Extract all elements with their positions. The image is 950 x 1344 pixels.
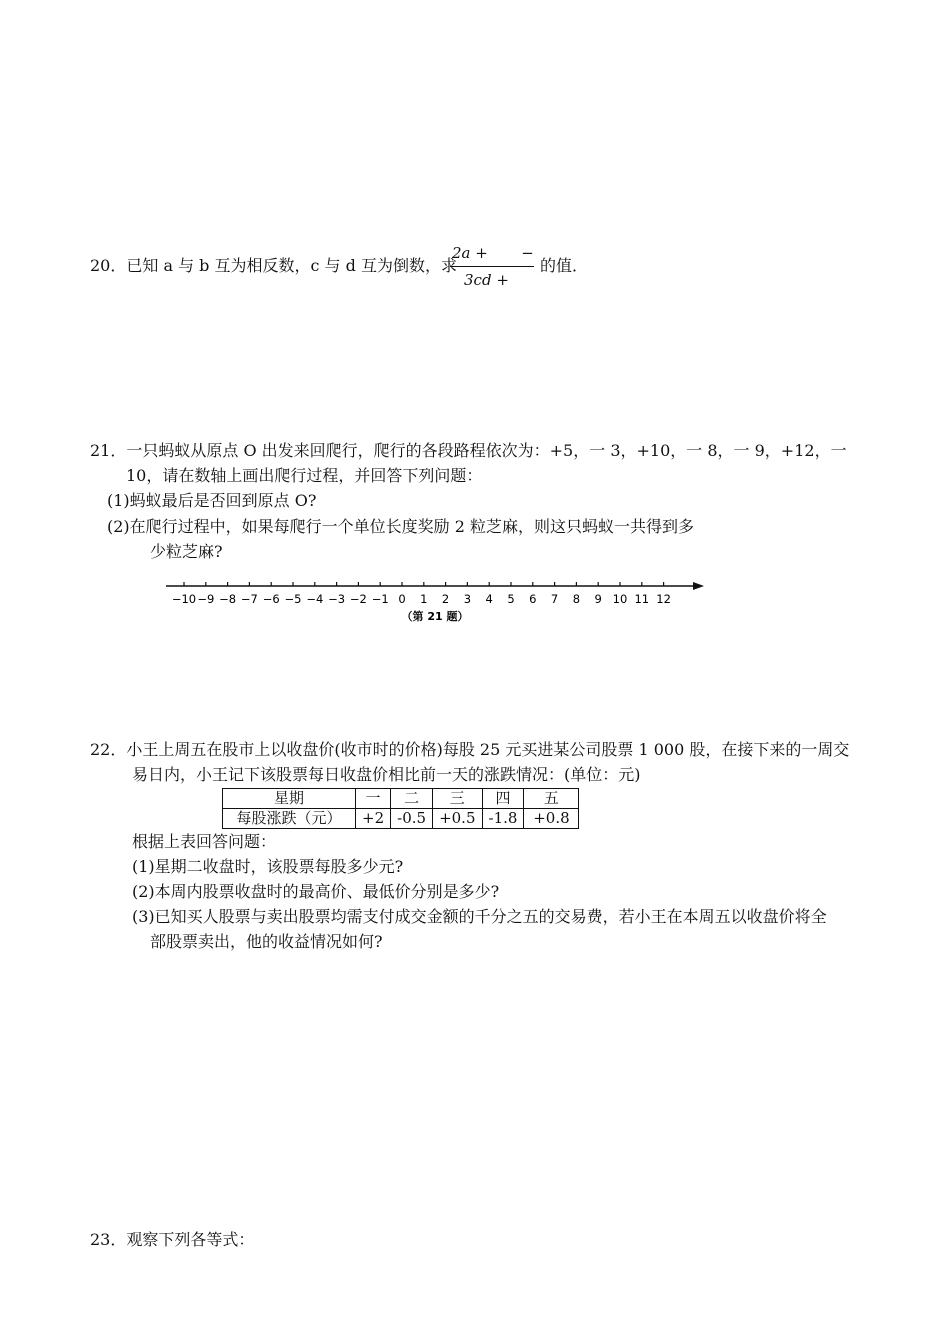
number-line-tick-label: −5 bbox=[284, 592, 302, 606]
number-line-tick-label: 11 bbox=[634, 592, 650, 606]
table-header-cell: 三 bbox=[433, 789, 482, 809]
q22-sub3-line1: (3)已知买人股票与卖出股票均需支付成交金额的千分之五的交易费，若小王在本周五以收盘价将全 bbox=[132, 907, 827, 926]
number-line-tick-label: −6 bbox=[262, 592, 280, 606]
q21-line1: 21．一只蚂蚁从原点 O 出发来回爬行，爬行的各段路程依次为：+5，一 3，+10，一 8，一 9，+12，一 bbox=[90, 441, 847, 460]
table-cell: -0.5 bbox=[391, 809, 433, 829]
q21-sub1: (1)蚂蚁最后是否回到原点 O? bbox=[107, 491, 317, 510]
number-line-tick-label: −1 bbox=[371, 592, 389, 606]
number-line-tick-label: 3 bbox=[463, 592, 472, 606]
q22-intro: 根据上表回答问题： bbox=[132, 832, 277, 851]
number-line-tick-label: 4 bbox=[485, 592, 493, 606]
q22-line1: 22．小王上周五在股市上以收盘价(收市时的价格)每股 25 元买进某公司股票 1 000 股，在接下来的一周交 bbox=[90, 740, 850, 759]
table-cell: +2 bbox=[356, 809, 391, 829]
number-line-tick-label: −3 bbox=[328, 592, 346, 606]
number-line-tick-label: 2 bbox=[441, 592, 450, 606]
q21-sub2-line1: (2)在爬行过程中，如果每爬行一个单位长度奖励 2 粒芝麻，则这只蚂蚁一共得到多 bbox=[107, 517, 695, 536]
number-line-tick-label: 9 bbox=[594, 592, 602, 606]
q21-line2: 10，请在数轴上画出爬行过程，并回答下列问题： bbox=[126, 466, 483, 485]
q22-sub1: (1)星期二收盘时，该股票每股多少元? bbox=[132, 857, 404, 876]
number-line-tick-label: −10 bbox=[171, 592, 197, 606]
number-line-tick-label: −9 bbox=[197, 592, 215, 606]
table-cell: +0.5 bbox=[433, 809, 482, 829]
table-header-cell: 一 bbox=[356, 789, 391, 809]
table-cell: -1.8 bbox=[482, 809, 524, 829]
number-line-tick-label: 7 bbox=[550, 592, 559, 606]
number-line-tick-label: 10 bbox=[612, 592, 628, 606]
table-row bbox=[223, 809, 579, 829]
number-line-tick-label: 6 bbox=[529, 592, 537, 606]
number-line-tick-label: −7 bbox=[240, 592, 258, 606]
stock-change-table bbox=[222, 788, 579, 829]
q23-line1: 23．观察下列各等式： bbox=[90, 1230, 255, 1249]
table-header-cell: 五 bbox=[524, 789, 579, 809]
q20-fraction bbox=[450, 244, 538, 288]
number-line-tick-label: 8 bbox=[572, 592, 581, 606]
number-line-tick-label: 12 bbox=[656, 592, 671, 606]
q22-line2: 易日内，小王记下该股票每日收盘价相比前一天的涨跌情况：(单位：元) bbox=[132, 765, 641, 784]
number-line-labels bbox=[172, 592, 671, 606]
number-line-tick-label: −8 bbox=[219, 592, 237, 606]
number-line-tick-label: −2 bbox=[349, 592, 367, 606]
q21-sub2-line2: 少粒芝麻? bbox=[150, 542, 223, 561]
table-header-row bbox=[223, 789, 579, 809]
q20-fraction-numerator: 2a + − bbox=[452, 244, 534, 262]
q22-sub2: (2)本周内股票收盘时的最高价、最低价分别是多少? bbox=[132, 882, 500, 901]
table-cell: +0.8 bbox=[524, 809, 579, 829]
table-header-cell: 二 bbox=[391, 789, 433, 809]
number-line-arrow bbox=[693, 582, 704, 590]
q20-fraction-denominator: 3cd + bbox=[464, 271, 509, 289]
number-line-tick-label: −4 bbox=[306, 592, 324, 606]
table-cell: 每股涨跌（元） bbox=[223, 809, 356, 829]
table-header-cell: 星期 bbox=[223, 789, 356, 809]
q20-text-after: 的值． bbox=[540, 256, 589, 275]
number-line-tick-label: 0 bbox=[398, 592, 406, 606]
q20-fraction-bar bbox=[450, 266, 534, 267]
number-line bbox=[160, 575, 710, 635]
number-line-tick-label: 5 bbox=[507, 592, 515, 606]
q22-sub3-line2: 部股票卖出，他的收益情况如何? bbox=[150, 932, 383, 951]
q20-text: 20．已知 a 与 b 互为相反数，c 与 d 互为倒数，求 bbox=[90, 256, 457, 275]
table-header-cell: 四 bbox=[482, 789, 524, 809]
number-line-caption: （第 21 题） bbox=[401, 610, 469, 623]
number-line-tick-label: 1 bbox=[420, 592, 428, 606]
